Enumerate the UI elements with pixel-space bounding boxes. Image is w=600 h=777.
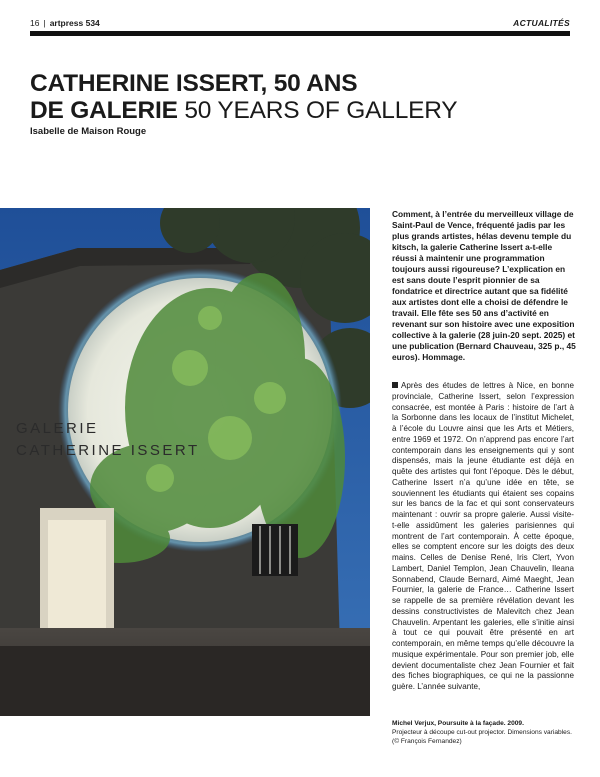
paragraph-marker: [392, 382, 398, 388]
article-photo: [0, 208, 370, 716]
photo-caption: [392, 719, 576, 746]
magazine-issue: artpress 534: [49, 18, 100, 28]
header-separator: |: [43, 18, 46, 28]
facade-sign-line-1: GALERIE: [16, 420, 99, 437]
caption-details: Projecteur à découpe cut-out projector. Dimensions variables. (© François Fernandez): [392, 729, 572, 745]
page-number: 16: [30, 18, 40, 28]
lead-paragraph: Comment, à l’entrée du merveilleux village de Saint-Paul de Vence, fréquenté jadis par les plus grands artistes, hélas devenu temple du kitsch, la galerie Catherine Issert a-t-elle réussi à maintenir une programmation toujours aussi rigoureuse? L’explication en est sans doute l’esprit pionnier de sa fondatrice et directrice autant que sa fidélité aux artistes dont elle a choisi de défendre le travail. Elle fête ses 50 ans d’activité en revenant sur son histoire avec une exposition collective à la galerie (28 juin-20 sept. 2025) et une publication (Bernard Chauveau, 325 p., 45 euros). Hommage.: [392, 209, 576, 362]
caption-title: Michel Verjux, Poursuite à la façade. 2009.: [392, 720, 524, 727]
front-step: [0, 646, 370, 716]
running-header: [30, 16, 570, 30]
body-paragraph: Après des études de lettres à Nice, en bonne provinciale, Catherine Issert, selon l’expression consacrée, est montée à Paris : histoire de l’art à la Sorbonne dans les locaux de l’institut Michelet, à l’école du Louvre ainsi que les Arts et Métiers, entre 1969 et 1972. On n’apprend pas encore l’art contemporain dans les enseignements qui y sont dispensés, mais la jeune étudiante est déjà en quête des artistes qui font l’époque. Dès le début, Catherine Issert n’a qu’une idée en tête, se souviennent les étudiants qui étaient ses copains sur les bancs de la fac et qui sont conservateurs maintenant : ouvrir sa propre galerie. Aussi visite-t-elle assidûment les galeries parisiennes qui montrent de l’art contemporain. À cette époque, elles se comptent encore sur les doigts des deux mains. Celles de Denise René, Iris Clert, Yvon Lambert, Daniel Templon, Jean Chauvelin, Ileana Sonnabend, Claude Bernard, Aimé Maeght, Jean Fournier, la galerie de France… Catherine Issert se rappelle de sa première révélation devant les dessins constructivistes de Malevitch chez Jean Chauvelin. Arpentant les galeries, elle s’initie ainsi à tout ce qui pouvait être présenté en art contemporain, en même temps qu’elle découvre la musique expérimentale. Pour son premier job, elle devient documentaliste chez Jean Fournier et fait des fiches biographiques, ce qui ne la passionne guère. L’année suivante,: [392, 381, 574, 691]
title-english: 50 YEARS OF GALLERY: [184, 97, 458, 124]
header-rule: [30, 31, 570, 36]
header-left: [30, 18, 100, 28]
window: [252, 524, 298, 576]
facade-sign-line-2: CATHERINE ISSERT: [16, 442, 200, 459]
title-line-2: [30, 97, 570, 124]
title-french: DE GALERIE: [30, 97, 178, 124]
author-byline: Isabelle de Maison Rouge: [30, 126, 147, 137]
section-label: ACTUALITÉS: [513, 18, 570, 28]
article-title: [30, 70, 570, 124]
entrance-interior: [48, 520, 106, 628]
title-line-1: CATHERINE ISSERT, 50 ANS: [30, 70, 358, 97]
body-text: [392, 381, 574, 693]
